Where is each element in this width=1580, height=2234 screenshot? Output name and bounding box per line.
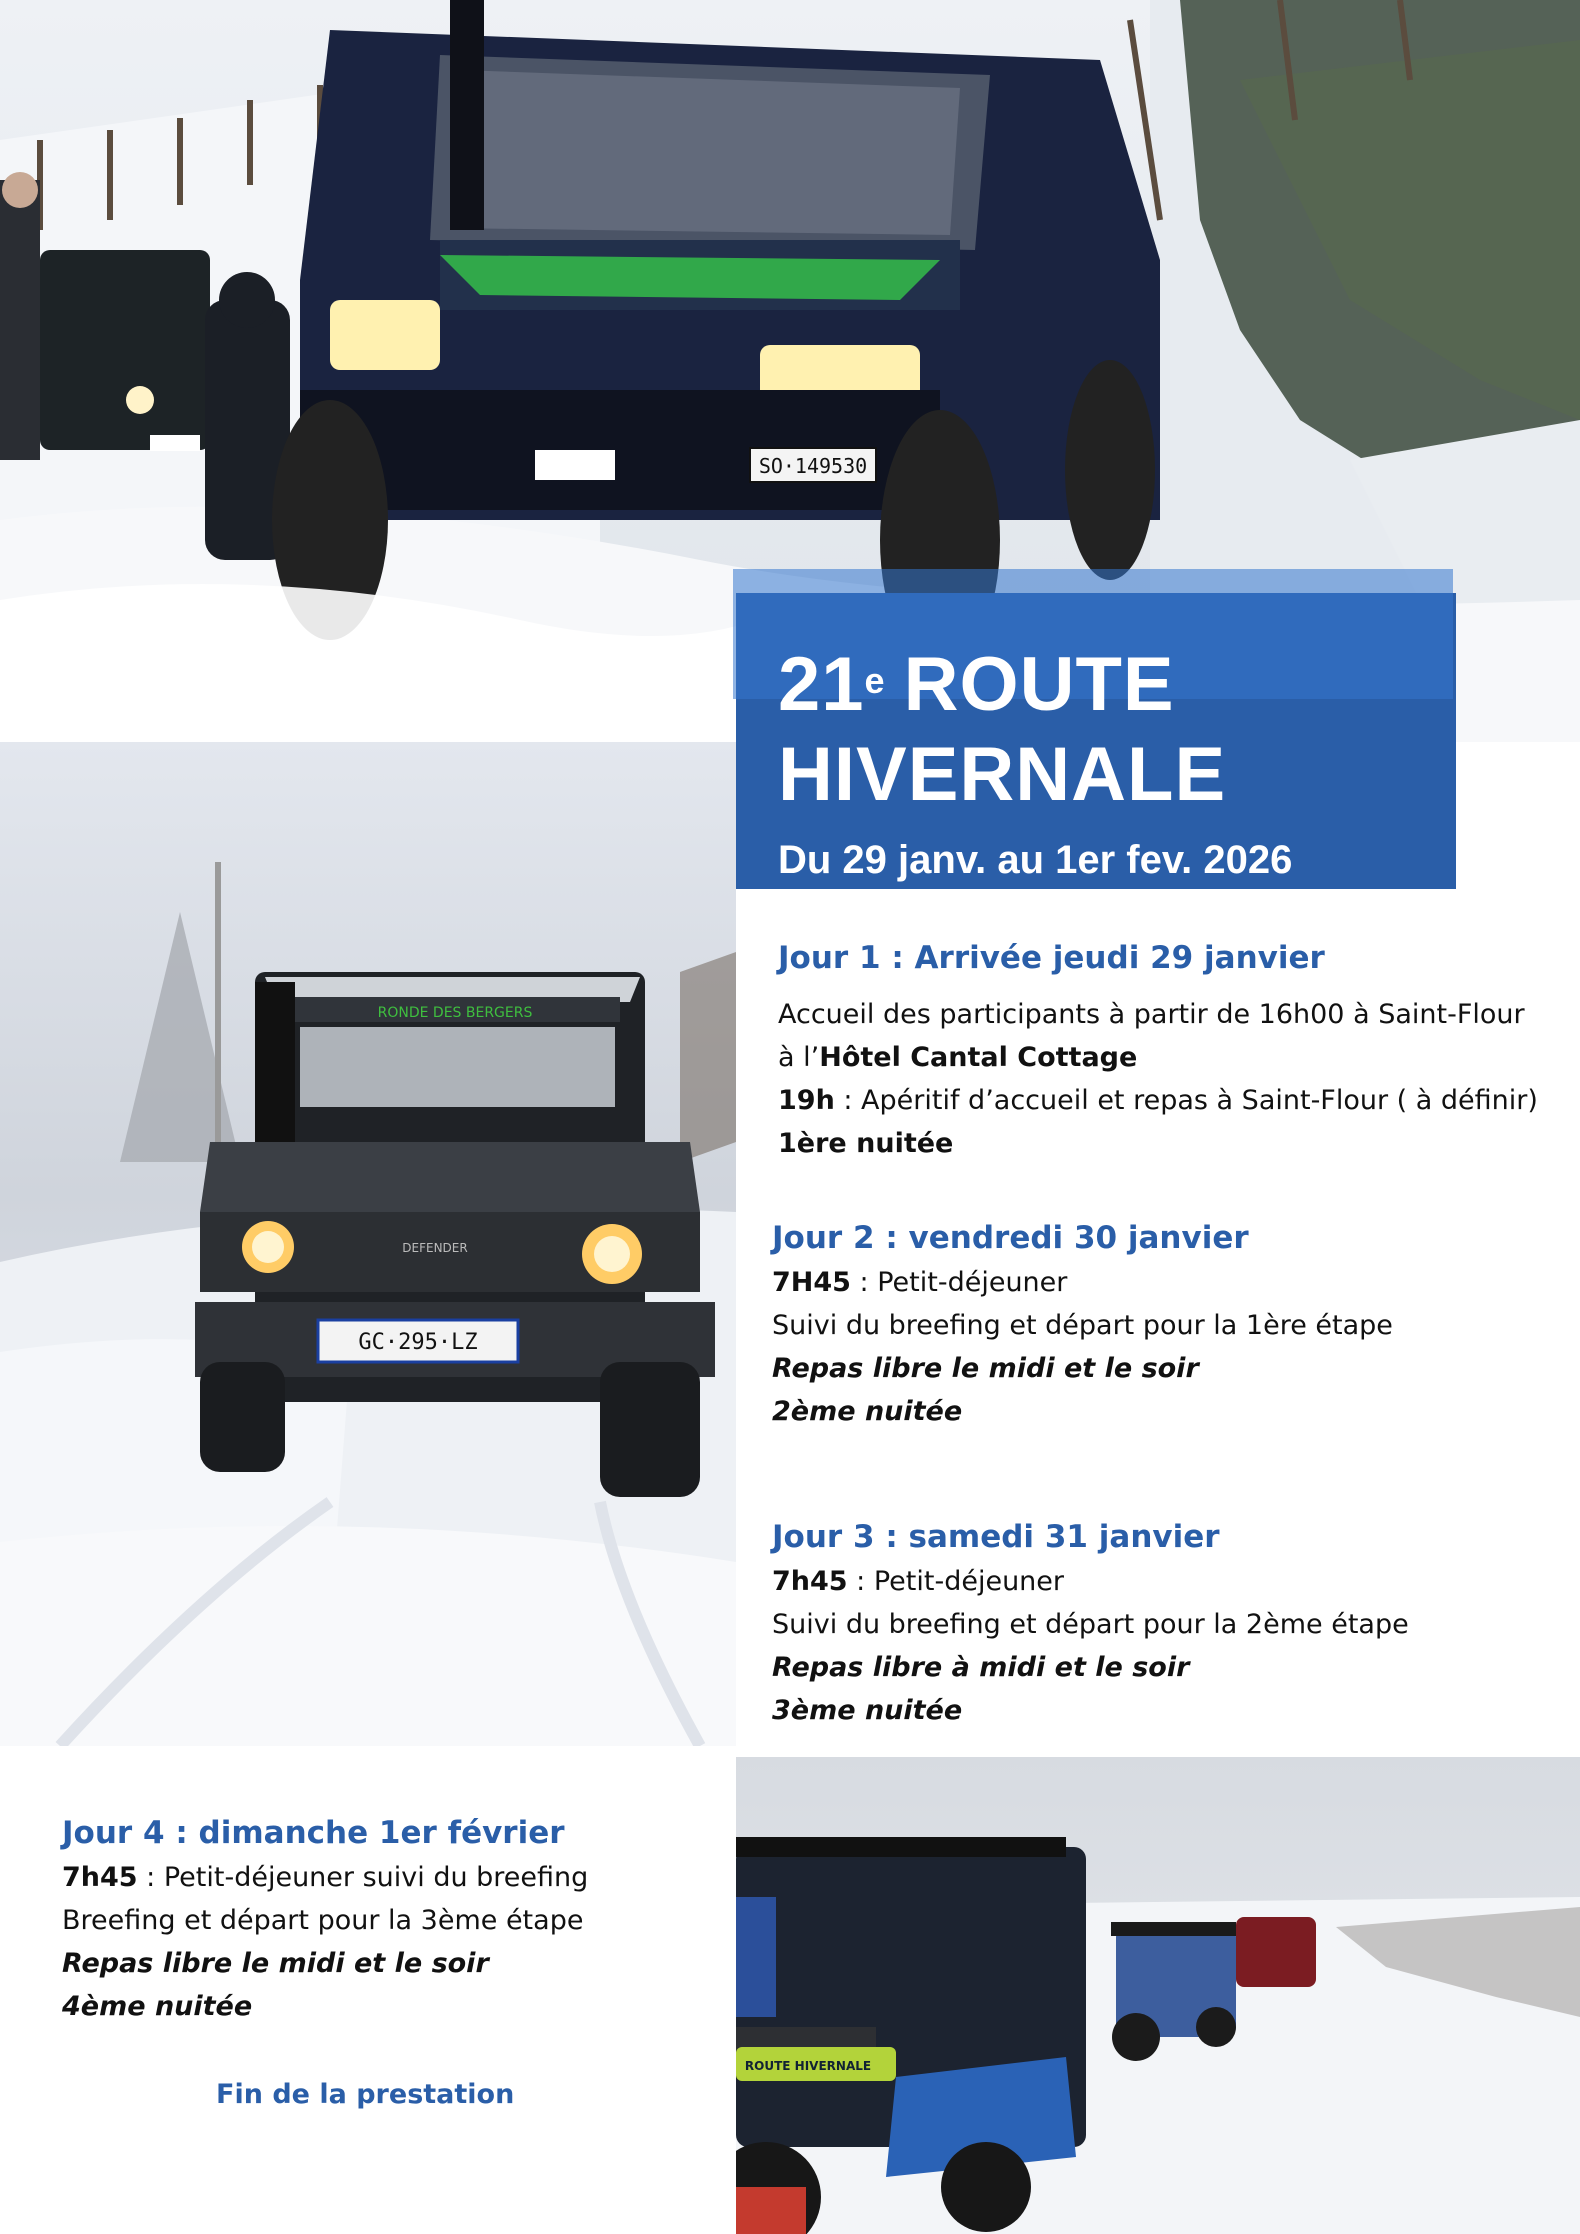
day2-briefing: Suivi du breefing et départ pour la 1ère étape [772, 1310, 1393, 1341]
day2-night: 2ème nuitée [772, 1396, 963, 1427]
day3-breakfast: : Petit-déjeuner [847, 1566, 1065, 1597]
title-line-1 [778, 642, 1175, 727]
day3-time: 7h45 [772, 1566, 848, 1597]
day2-breakfast-line [772, 1261, 1393, 1304]
top-plate-text: SO·149530 [758, 454, 868, 478]
day1-heading: Jour 1 : Arrivée jeudi 29 janvier [778, 940, 1325, 976]
day1-time: 19h [778, 1085, 835, 1116]
title-route: ROUTE [903, 642, 1175, 727]
day4-briefing: Breefing et départ pour la 3ème étape [62, 1905, 584, 1936]
day2-breakfast: : Petit-déjeuner [850, 1267, 1068, 1298]
day4-breakfast: : Petit-déjeuner suivi du breefing [137, 1862, 589, 1893]
day3-heading: Jour 3 : samedi 31 janvier [772, 1519, 1220, 1555]
day3-meals: Repas libre à midi et le soir [772, 1652, 1190, 1683]
event-dates: Du 29 janv. au 1er fev. 2026 [778, 838, 1293, 882]
edition-suffix: e [864, 660, 886, 701]
day3-block [772, 1514, 1409, 1732]
day1-night: 1ère nuitée [778, 1128, 954, 1159]
day4-breakfast-line [62, 1856, 588, 1899]
brand-text: DEFENDER [402, 1241, 468, 1255]
photo-buggies-snow [736, 1757, 1580, 2234]
grille-sticker-text: RONDE DES BERGERS [377, 1005, 533, 1021]
day4-time: 7h45 [62, 1862, 138, 1893]
day1-aperitif-line [778, 1079, 1538, 1122]
title-hivernale: HIVERNALE [778, 732, 1227, 817]
photo-defender-snow [0, 742, 736, 1746]
day2-block [772, 1215, 1393, 1433]
edition-number: 21 [778, 642, 865, 727]
day2-time: 7H45 [772, 1267, 851, 1298]
day1-block [778, 935, 1538, 1165]
day3-night: 3ème nuitée [772, 1695, 963, 1726]
day1-hotel-name: Hôtel Cantal Cottage [819, 1042, 1138, 1073]
day1-welcome: Accueil des participants à partir de 16h00 à Saint-Flour [778, 999, 1525, 1030]
day4-night: 4ème nuitée [62, 1991, 253, 2022]
mid-plate-text: GC·295·LZ [358, 1330, 478, 1355]
sticker-text: ROUTE HIVERNALE [744, 2059, 872, 2073]
day4-meals: Repas libre le midi et le soir [62, 1948, 489, 1979]
day1-hotel-prefix: à l’ [778, 1042, 820, 1073]
title-banner [736, 593, 1456, 889]
end-of-service: Fin de la prestation [216, 2079, 515, 2110]
day4-heading: Jour 4 : dimanche 1er février [62, 1815, 565, 1851]
day4-block [62, 1810, 588, 2028]
day3-breakfast-line [772, 1560, 1409, 1603]
day1-hotel-line [778, 1036, 1538, 1079]
day3-briefing: Suivi du breefing et départ pour la 2ème étape [772, 1609, 1409, 1640]
day2-heading: Jour 2 : vendredi 30 janvier [772, 1220, 1249, 1256]
day2-meals: Repas libre le midi et le soir [772, 1353, 1199, 1384]
day1-aperitif: : Apéritif d’accueil et repas à Saint-Flour ( à définir) [834, 1085, 1538, 1116]
